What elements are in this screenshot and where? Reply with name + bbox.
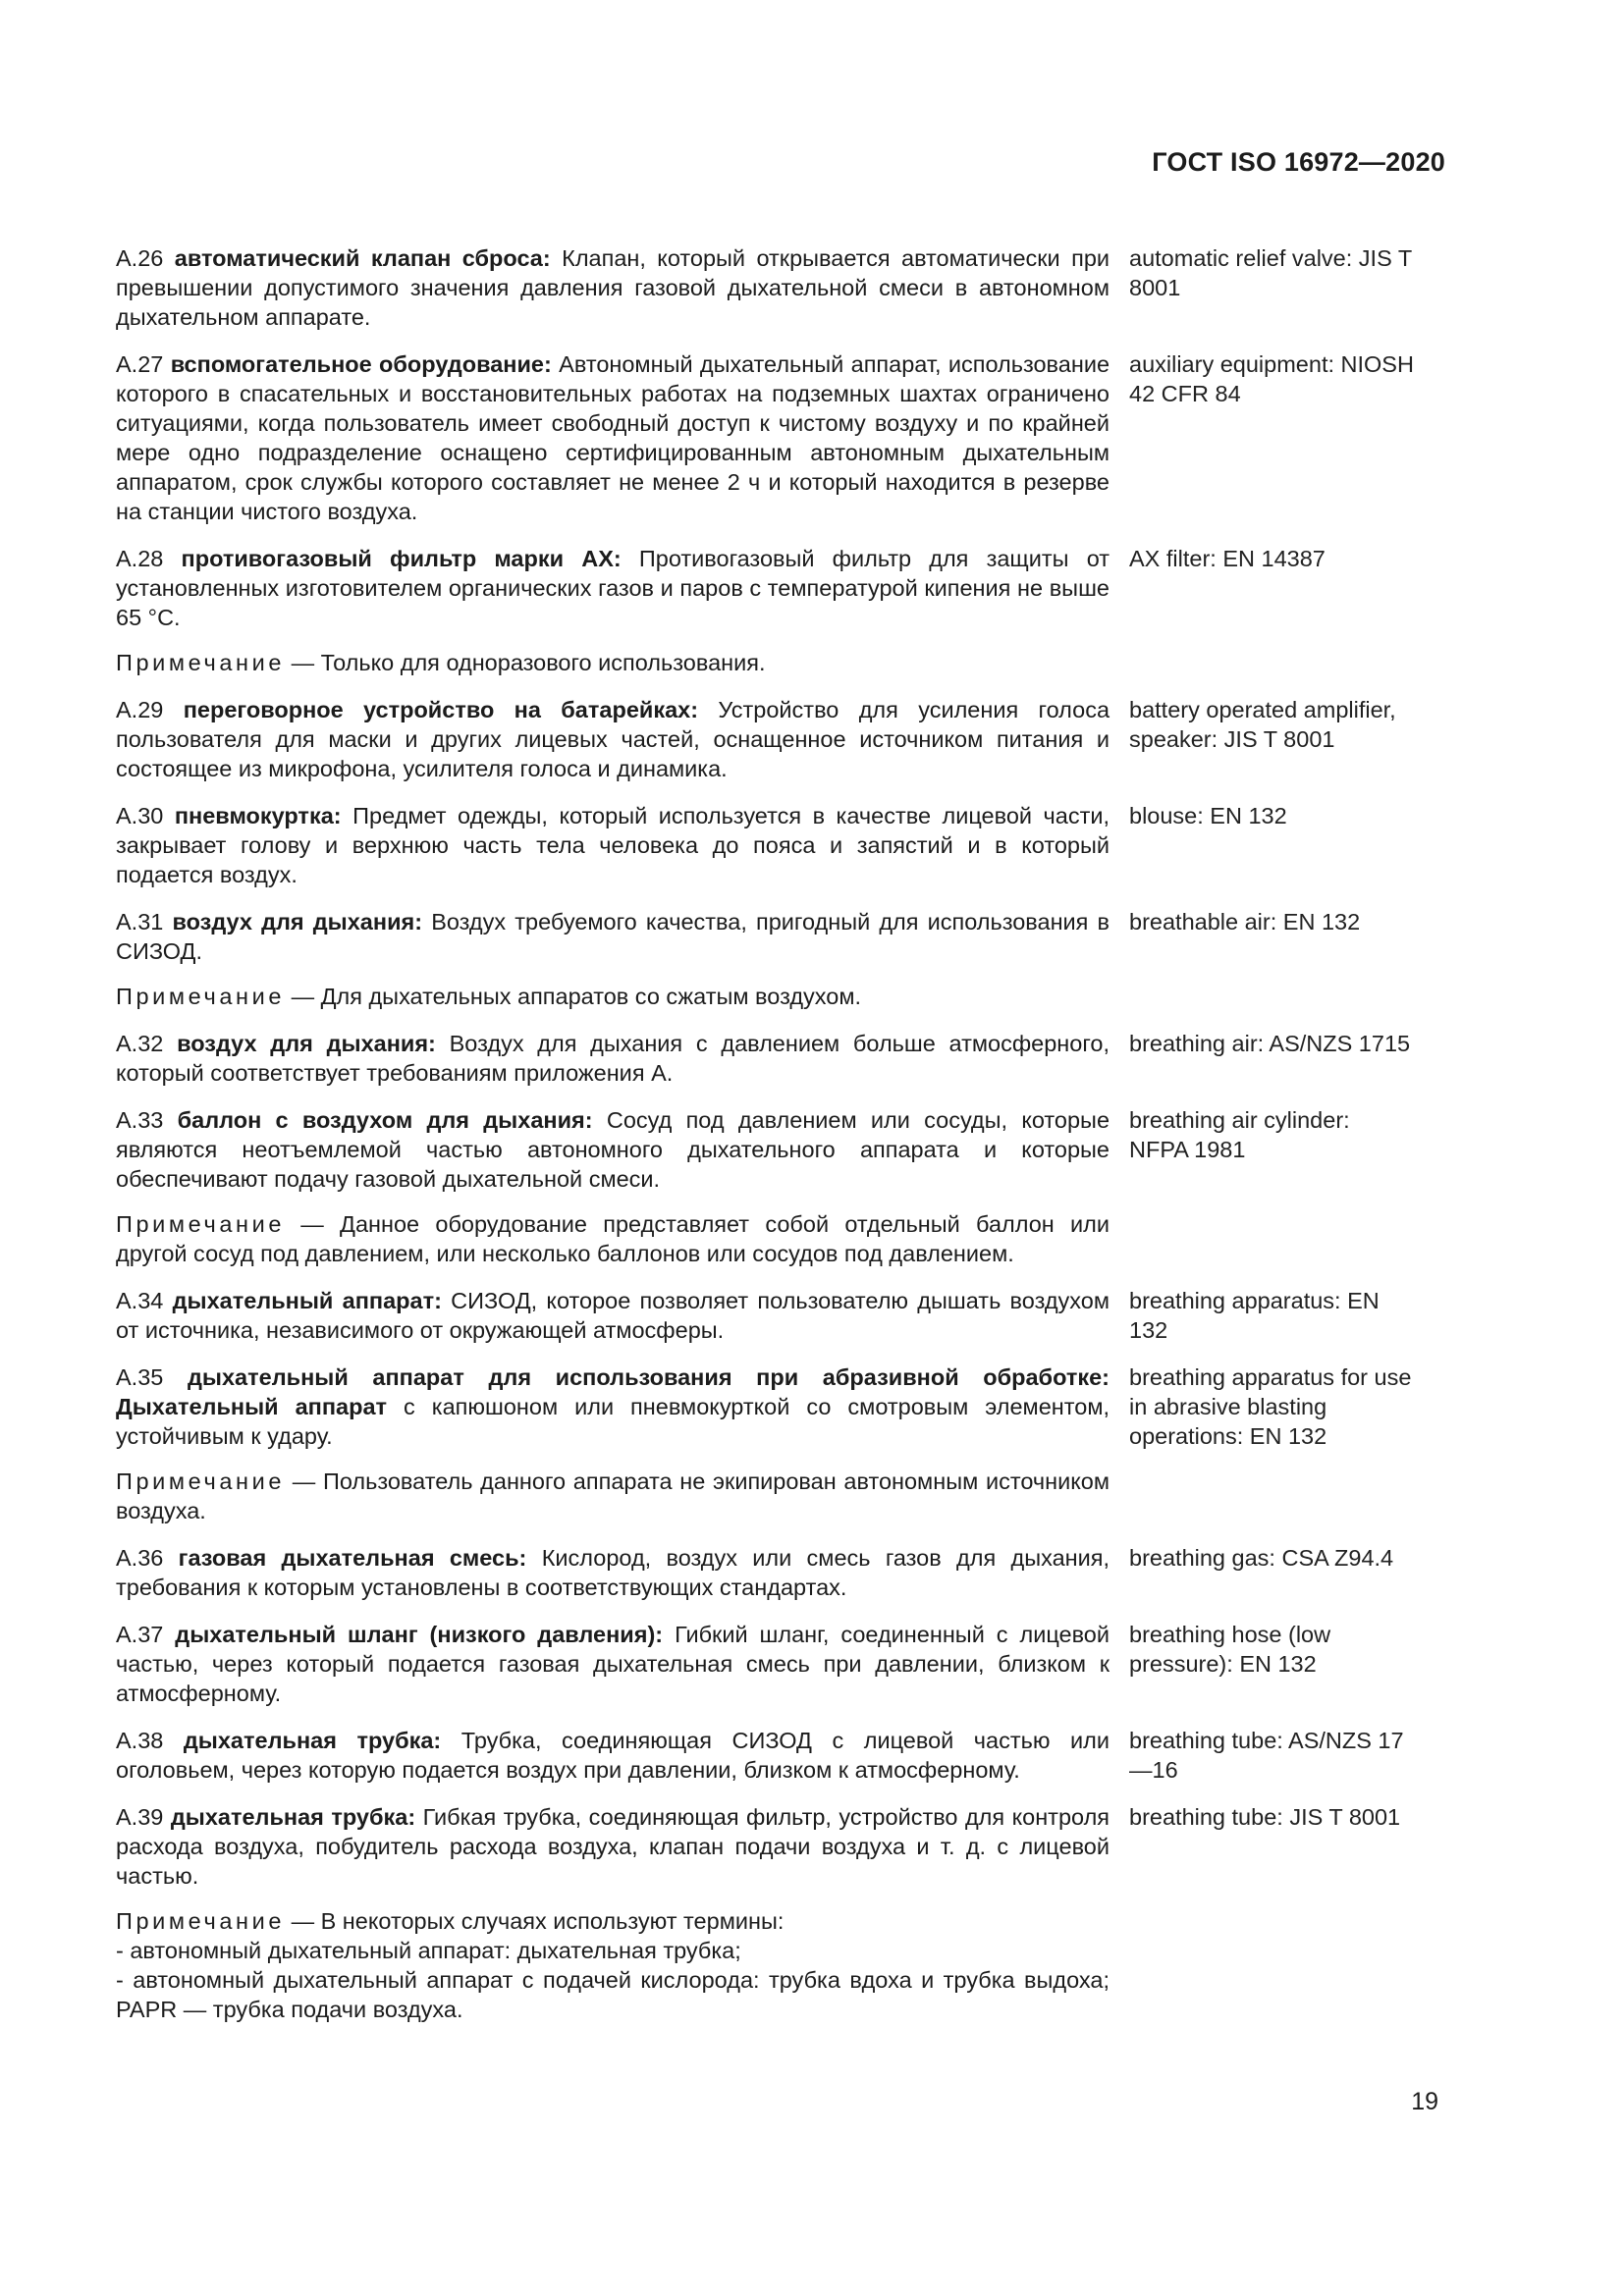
term-title: противогазовый фильтр марки АХ: — [181, 546, 622, 571]
term-paragraph — [116, 801, 1110, 889]
term-source: breathing apparatus for use in abrasive blasting operations: EN 132 — [1129, 1364, 1412, 1449]
term-entry — [116, 349, 1414, 526]
term-paragraph — [116, 1726, 1110, 1785]
note-text: — Для дыхательных аппаратов со сжатым воздухом. — [291, 984, 862, 1009]
term-entry — [116, 1286, 1414, 1345]
note-label: Примечание — [116, 1468, 286, 1494]
term-entry-body — [116, 801, 1110, 889]
note-text: - автономный дыхательный аппарат с подачей кислорода: трубка вдоха и трубка выдоха; PAPR — трубка подачи воздуха. — [116, 1967, 1110, 2022]
term-number: А.30 — [116, 803, 164, 828]
term-note — [116, 982, 1110, 1011]
term-title: автоматический клапан сброса: — [174, 245, 551, 271]
term-entry-body — [116, 695, 1110, 783]
term-title: дыхательный аппарат: — [172, 1288, 442, 1313]
term-entry-body — [116, 1802, 1110, 2024]
note-label: Примечание — [116, 1211, 286, 1237]
term-number: А.39 — [116, 1804, 164, 1830]
term-note — [116, 1209, 1110, 1268]
term-number: А.27 — [116, 351, 164, 377]
note-line — [116, 1906, 1110, 1936]
term-source: automatic relief valve: JIS T 8001 — [1129, 245, 1412, 300]
term-title: переговорное устройство на батарейках: — [183, 697, 699, 722]
term-definition: Сосуд под давлением или сосуды, которые являются неотъемлемой частью автономного дыхательного аппарата и которые обеспечивают подачу газовой дыхательной смеси. — [116, 1107, 1110, 1192]
term-definition: Кислород, воздух или смесь газов для дыхания, требования к которым установлены в соответствующих стандартах. — [116, 1545, 1110, 1600]
note-line — [116, 1467, 1110, 1525]
term-note — [116, 1906, 1110, 2024]
term-entry — [116, 1029, 1414, 1088]
term-definition: СИЗОД, которое позволяет пользователю дышать воздухом от источника, независимого от окружающей атмосферы. — [116, 1288, 1110, 1343]
term-definition: Воздух требуемого качества, пригодный для использования в СИЗОД. — [116, 909, 1110, 964]
term-definition: Гибкий шланг, соединенный с лицевой частью, через который подается газовая дыхательная смесь при давлении, близком к атмосферному. — [116, 1622, 1110, 1706]
term-source: breathing apparatus: EN 132 — [1129, 1288, 1380, 1343]
term-paragraph — [116, 1620, 1110, 1708]
note-line — [116, 982, 1110, 1011]
term-paragraph — [116, 907, 1110, 966]
term-title: пневмокуртка: — [174, 803, 342, 828]
term-title: баллон с воздухом для дыхания: — [177, 1107, 593, 1133]
term-definition: Воздух для дыхания с давлением больше атмосферного, который соответствует требованиям приложения А. — [116, 1031, 1110, 1086]
term-definition: Предмет одежды, который используется в качестве лицевой части, закрывает голову и верхнюю часть тела человека до пояса и запястий и в который подается воздух. — [116, 803, 1110, 887]
term-entry-body — [116, 544, 1110, 677]
term-entry-body — [116, 1286, 1110, 1345]
term-entry — [116, 544, 1414, 677]
term-definition: Клапан, который открывается автоматически при превышении допустимого значения давления газовой дыхательной смеси в автономном дыхательном аппарате. — [116, 245, 1110, 330]
term-definition: Трубка, соединяющая СИЗОД с лицевой частью или оголовьем, через которую подается воздух при давлении, близком к атмосферному. — [116, 1728, 1110, 1783]
note-label: Примечание — [116, 1908, 286, 1934]
term-entry-body — [116, 243, 1110, 332]
note-text: — В некоторых случаях используют термины: — [291, 1908, 785, 1934]
term-source: battery operated amplifier, speaker: JIS T 8001 — [1129, 697, 1396, 752]
term-list — [116, 243, 1414, 2042]
term-number: А.28 — [116, 546, 164, 571]
term-entry — [116, 695, 1414, 783]
term-number: А.34 — [116, 1288, 164, 1313]
term-title: дыхательная трубка: — [170, 1804, 416, 1830]
term-number: А.38 — [116, 1728, 164, 1753]
term-definition: Противогазовый фильтр для защиты от установленных изготовителем органических газов и паров с температурой кипения не выше 65 °C. — [116, 546, 1110, 630]
term-title: воздух для дыхания: — [177, 1031, 436, 1056]
term-paragraph — [116, 243, 1110, 332]
term-definition: Устройство для усиления голоса пользователя для маски и других лицевых частей, оснащенное источником питания и состоящее из микрофона, усилителя голоса и динамика. — [116, 697, 1110, 781]
term-paragraph — [116, 1802, 1110, 1891]
note-line — [116, 1936, 1110, 1965]
term-definition: с капюшоном или пневмокурткой со смотровым элементом, устойчивым к удару. — [116, 1394, 1110, 1449]
term-source: breathable air: EN 132 — [1129, 909, 1361, 934]
term-source: AX filter: EN 14387 — [1129, 546, 1326, 571]
document-id: ГОСТ ISO 16972—2020 — [1152, 147, 1445, 177]
term-title: дыхательная трубка: — [183, 1728, 442, 1753]
note-label: Примечание — [116, 650, 286, 675]
term-source: auxiliary equipment: NIOSH 42 CFR 84 — [1129, 351, 1414, 406]
term-source: breathing tube: AS/NZS 17—16 — [1129, 1728, 1404, 1783]
term-paragraph — [116, 1543, 1110, 1602]
term-entry — [116, 1726, 1414, 1785]
term-number: А.33 — [116, 1107, 164, 1133]
term-paragraph — [116, 349, 1110, 526]
term-title: вспомогательное оборудование: — [170, 351, 552, 377]
term-source: breathing gas: CSA Z94.4 — [1129, 1545, 1394, 1571]
term-paragraph — [116, 544, 1110, 632]
note-line — [116, 648, 1110, 677]
term-number: А.36 — [116, 1545, 164, 1571]
note-text: — Пользователь данного аппарата не экипирован автономным источником воздуха. — [116, 1468, 1110, 1523]
term-paragraph — [116, 695, 1110, 783]
term-source: breathing air: AS/NZS 1715 — [1129, 1031, 1411, 1056]
term-number: А.26 — [116, 245, 164, 271]
term-entry — [116, 243, 1414, 332]
term-entry-body — [116, 1620, 1110, 1708]
note-line — [116, 1965, 1110, 2024]
term-entry-body — [116, 1105, 1110, 1268]
term-entry — [116, 1543, 1414, 1602]
term-title: дыхательный аппарат для использования при абразивной обработке: Дыхательный аппарат — [116, 1364, 1110, 1419]
term-entry-body — [116, 349, 1110, 526]
term-entry — [116, 1362, 1414, 1525]
term-note — [116, 1467, 1110, 1525]
term-source: breathing hose (low pressure): EN 132 — [1129, 1622, 1331, 1677]
term-number: А.32 — [116, 1031, 164, 1056]
term-note — [116, 648, 1110, 677]
term-entry-body — [116, 907, 1110, 1011]
term-source: breathing air cylinder: NFPA 1981 — [1129, 1107, 1350, 1162]
term-paragraph — [116, 1362, 1110, 1451]
note-line — [116, 1209, 1110, 1268]
note-text: - автономный дыхательный аппарат: дыхательная трубка; — [116, 1938, 741, 1963]
term-definition: Гибкая трубка, соединяющая фильтр, устройство для контроля расхода воздуха, побудитель расхода воздуха, клапан подачи воздуха и т. д. с лицевой частью. — [116, 1804, 1110, 1889]
term-definition: Автономный дыхательный аппарат, использование которого в спасательных и восстановительных работах на подземных шахтах ограничено ситуациями, когда пользователь имеет свободный доступ к чистому воздуху и по крайней мере одно подразделение оснащено сертифицированным автономным дыхательным аппаратом, срок службы которого составляет не менее 2 ч и который находится в резерве на станции чистого воздуха. — [116, 351, 1110, 524]
term-number: А.35 — [116, 1364, 164, 1390]
term-paragraph — [116, 1029, 1110, 1088]
term-entry — [116, 801, 1414, 889]
term-entry — [116, 1802, 1414, 2024]
term-source: breathing tube: JIS T 8001 — [1129, 1804, 1401, 1830]
term-number: А.29 — [116, 697, 164, 722]
term-entry-body — [116, 1362, 1110, 1525]
term-number: А.37 — [116, 1622, 164, 1647]
term-title: воздух для дыхания: — [172, 909, 423, 934]
term-title: газовая дыхательная смесь: — [178, 1545, 527, 1571]
term-entry-body — [116, 1543, 1110, 1602]
term-entry — [116, 1105, 1414, 1268]
term-entry-body — [116, 1726, 1110, 1785]
term-paragraph — [116, 1105, 1110, 1194]
note-label: Примечание — [116, 984, 286, 1009]
term-entry-body — [116, 1029, 1110, 1088]
note-text: — Данное оборудование представляет собой отдельный баллон или другой сосуд под давлением, или несколько баллонов или сосудов под давлением. — [116, 1211, 1110, 1266]
term-number: А.31 — [116, 909, 164, 934]
page-number: 19 — [1411, 2088, 1438, 2115]
term-entry — [116, 1620, 1414, 1708]
term-paragraph — [116, 1286, 1110, 1345]
term-title: дыхательный шланг (низкого давления): — [175, 1622, 664, 1647]
term-source: blouse: EN 132 — [1129, 803, 1287, 828]
term-entry — [116, 907, 1414, 1011]
note-text: — Только для одноразового использования. — [291, 650, 766, 675]
